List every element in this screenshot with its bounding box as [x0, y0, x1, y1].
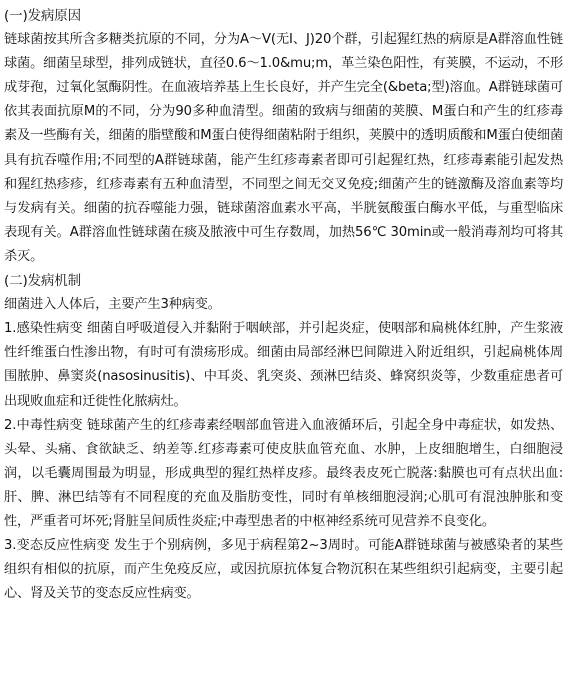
section-heading-mechanism: (二)发病机制: [4, 273, 81, 290]
section-heading-cause: (一)发病原因: [4, 8, 81, 24]
paragraph-cause: 链球菌按其所含多糖类抗原的不同，分为A～V(无I、J)20个群，引起猩红热的病原是A群溶血性链球菌。细菌呈球型，排列成链状，直径0.6～1.0&mu;m，革兰染色阳性，有荚膜，不运动，不形成芽孢，过氧化氢酶阴性。在血液培养基上生长良好，并产生完全(&beta;型)溶血。A群链球菌可依其表面抗原M的不同，分为90多种血清型。细菌的致病与细菌的荚膜、M蛋白和产生的红疹毒素及一些酶有关，细菌的脂壁酸和M蛋白使得细菌粘附于组织，荚膜中的透明质酸和M蛋白使细菌具有抗吞噬作用;不同型的A群链球菌，能产生红疹毒素者即可引起猩红热，红疹毒素能引起发热和猩红热疹疹，红疹毒素有五种血清型，不同型之间无交叉免疫;细菌产生的链激酶及溶血素等均与发病有关。细菌的抗吞噬能力强，链球菌溶血素水平高，半胱氨酸蛋白酶水平低，与重型临床表现有关。A群溶血性链球菌在痰及脓液中可生存数周，加热56℃ 30min或一般消毒剂均可将其杀灭。: [4, 32, 563, 264]
paragraph-mechanism-intro: 细菌进入人体后，主要产生3种病变。: [4, 297, 221, 313]
paragraph-allergic-lesion: 3.变态反应性病变 发生于个别病例，多见于病程第2~3周时。可能A群链球菌与被感染者的某些组织有相似的抗原，而产生免疫反应，或因抗原抗体复合物沉积在某些组织引起病变，主要引起心、肾及关节的变态反应性病变。: [4, 538, 563, 602]
paragraph-toxic-lesion: 2.中毒性病变 链球菌产生的红疹毒素经咽部血管进入血液循环后，引起全身中毒症状，如发热、头晕、头痛、食欲缺乏、纳差等.红疹毒素可使皮肤血管充血、水肿，上皮细胞增生，白细胞浸润，以毛囊周围最为明显，形成典型的猩红热样皮疹。最终表皮死亡脱落:黏膜也可有点状出血:肝、脾、淋巴结等有不同程度的充血及脂肪变性，同时有单核细胞浸润;心肌可有混浊肿胀和变性，严重者可坏死;肾脏呈间质性炎症;中毒型患者的中枢神经系统可见营养不良变化。: [4, 417, 563, 529]
paragraph-infectious-lesion: 1.感染性病变 细菌自呼吸道侵入并黏附于咽峡部，并引起炎症，使咽部和扁桃体红肿，产生浆液性纤维蛋白性渗出物，有时可有溃疡形成。细菌由局部经淋巴间隙进入附近组织，引起扁桃体周围脓肿、鼻窦炎(nasosinusitis)、中耳炎、乳突炎、颈淋巴结炎、蜂窝织炎等，少数重症患者可出现败血症和迁徙性化脓病灶。: [4, 321, 563, 409]
